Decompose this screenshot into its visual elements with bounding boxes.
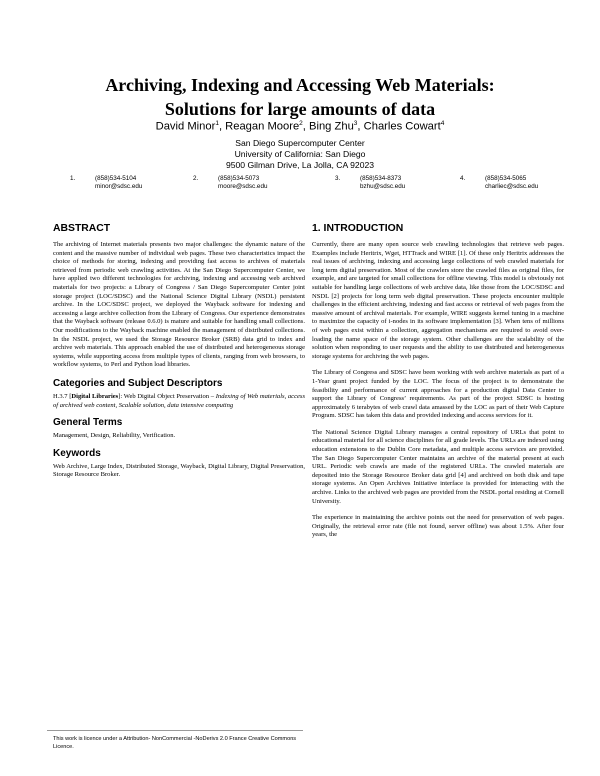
abstract-section (53, 222, 305, 370)
license-note (53, 736, 303, 752)
author-list: David Minor$^1$, Reagan Moore$^2$, Bing Zhu$^3$, Charles Cowart$^4$ (155, 120, 445, 133)
general-terms-heading: General Terms (53, 417, 123, 429)
paper-title (40, 73, 560, 121)
left-column (53, 222, 305, 487)
contact-email[interactable]: charliec@sdsc.edu (485, 183, 539, 190)
introduction-paragraph: Currently, there are many open source web crawling technologies that retrieve web pages. Examples include Heritrix, Wget, HTTrack and WIRE [1]. Of these only Heritrix addresses the real issues of archiving, indexing and accessing large collections of web crawled materials for long term digital preservation. Most of the crawlers store the crawled files as original files, for example, and are targeted for small collections for offline viewing. This model is obviously not suitable for handling large collections of web archive data, like those from the LOC/SDSC and NSDL [2] projects for long term web digital preservation. These projects encounter multiple challenges in the efficient archiving, indexing and fast access or retrieval of web pages from the massive amount of archival materials. For example, WIRE suggests kernel tuning in a machine to maximize the capacity of i-nodes in its software implementation [3]. When tens of millions of web pages exist within a collection, aggregation mechanisms are required to avoid over-loading the name space of the storage system. Other challenges are the scalability of the solution when responding to user requests and the ability to use distributed and heterogeneous storage systems for archiving the web pages. (312, 241, 564, 360)
introduction-heading: 1. INTRODUCTION (312, 223, 404, 234)
categories-prefix: H.3.7 [ (53, 392, 72, 400)
author-superscript: 1 (215, 120, 219, 127)
contact-phone: (858)534-5073 (218, 175, 260, 182)
keywords-heading: Keywords (53, 447, 101, 459)
license-text: This work is licence under a Attribution- NonCommercial -NoDerivs 2.0 France Creative Commons Licence. (53, 736, 297, 750)
general-terms-text: Management, Design, Reliability, Verification. (53, 432, 176, 440)
author-superscript: 3 (353, 120, 358, 127)
keywords-section (53, 448, 305, 480)
categories-italic: Indexing of Web materials, access of archived web content, Scalable solution, data intensive computing (53, 392, 305, 409)
title-line-2: Solutions for large amounts of data (164, 99, 436, 119)
introduction-paragraph: The National Science Digital Library manages a central repository of URLs that point to educational material for all science disciplines for all grade levels. The URLs are indexed using education extensions to the Dublin Core metadata, and multiple access services are provided. The San Diego Supercomputer Center maintains an archive of the material present at each URL. Periodic web crawls are made of the registered URLs. The crawled materials are deposited into the Storage Resource Broker data grid [4] and archived on both disk and tape storage systems. An Open Archives Initiative interface is provided for interacting with the archive. Links to the archived web pages are provided from the NSDL portal residing at Cornell University. (312, 428, 564, 505)
author-name: Bing Zhu (309, 120, 354, 133)
author-name: Charles Cowart (363, 120, 441, 133)
contact-number: 2. (193, 175, 199, 182)
author-name: David Minor (155, 120, 216, 133)
categories-heading: Categories and Subject Descriptors (53, 377, 223, 389)
title-line-1: Archiving, Indexing and Accessing Web Materials: (105, 75, 495, 95)
affiliation-line: University of California: San Diego (234, 149, 366, 159)
categories-bold: Digital Libraries (71, 392, 119, 400)
contact-number: 3. (335, 175, 341, 182)
categories-section (53, 378, 305, 410)
contact-email[interactable]: bzhu@sdsc.edu (360, 183, 406, 190)
affiliation-line: 9500 Gilman Drive, La Jolla, CA 92023 (225, 160, 375, 170)
contact-number: 1. (70, 175, 76, 182)
affiliation-line: San Diego Supercomputer Center (235, 138, 365, 148)
keywords-text: Web Archive, Large Index, Distributed Storage, Wayback, Digital Library, Digital Preservation, Storage Resource Broker. (53, 462, 305, 479)
contact-number: 4. (460, 175, 466, 182)
contact-email[interactable]: moore@sdsc.edu (218, 183, 268, 190)
introduction-paragraph: The Library of Congress and SDSC have been working with web archive materials as part of a 1-Year grant project funded by the LOC. The focus of the project is to demonstrate the feasibility and performance of current approaches for a production digital Data Center to support the Library of Congress’ requirements. As part of the project SDSC is hosting approximately 6 terabytes of web crawl data amassed by the LOC as part of their Web Capture Program. SDSC has taken this data and provided indexing and access services for it. (312, 369, 564, 420)
abstract-heading: ABSTRACT (53, 223, 111, 234)
contact-email[interactable]: minor@sdsc.edu (95, 183, 143, 190)
right-column (312, 222, 564, 548)
abstract-text: The archiving of Internet materials presents two major challenges: the dynamic nature of the content and the massive number of individual web pages. These two characteristics impact the choice of methods for storing, indexing and providing fast access to archives of materials retrieved from periodic web crawling activities. At the San Diego Supercomputer Center, we have applied two different technologies for archiving, indexing and accessing web archived materials for two projects: a Library of Congress / San Diego Supercomputer Center joint storage project (LOC/SDSC) and the National Science Digital Library (NSDL) persistent archive. In the LOC/SDSC project, we deployed the Wayback software for indexing and accessing a large archive collection from the Library of Congress. Our experience demonstrates that the Wayback software (release 0.6.0) is mature and suitable for handling small collections. Our modifications to the Wayback machine enabled the management of distributed collections. In the NSDL project, we used the Storage Resource Broker (SRB) data grid to index and archive web materials. This approach enabled the use of distributed and heterogeneous storage systems, while supporting access from multiple types of clients, ranging from web browsers, to workflow systems, to Perl and Python load libraries. (53, 241, 305, 369)
affiliation-block (40, 138, 560, 171)
categories-middle: ]: Web Digital Object Preservation – (118, 392, 216, 400)
author-superscript: 4 (440, 120, 445, 127)
contact-phone: (858)534-5104 (95, 175, 137, 182)
general-terms-section (53, 417, 305, 441)
author-superscript: 2 (299, 120, 303, 127)
categories-text (53, 393, 305, 410)
contact-phone: (858)534-8373 (360, 175, 402, 182)
license-rule (47, 730, 303, 757)
author-name: Reagan Moore (225, 120, 300, 133)
contact-list (70, 175, 580, 199)
contact-phone: (858)534-5065 (485, 175, 527, 182)
introduction-paragraph: The experience in maintaining the archive points out the need for preservation of web pages. Originally, the retrieval error rate (file not found, server offline) was about 1.5%. After four years, the (312, 514, 564, 539)
